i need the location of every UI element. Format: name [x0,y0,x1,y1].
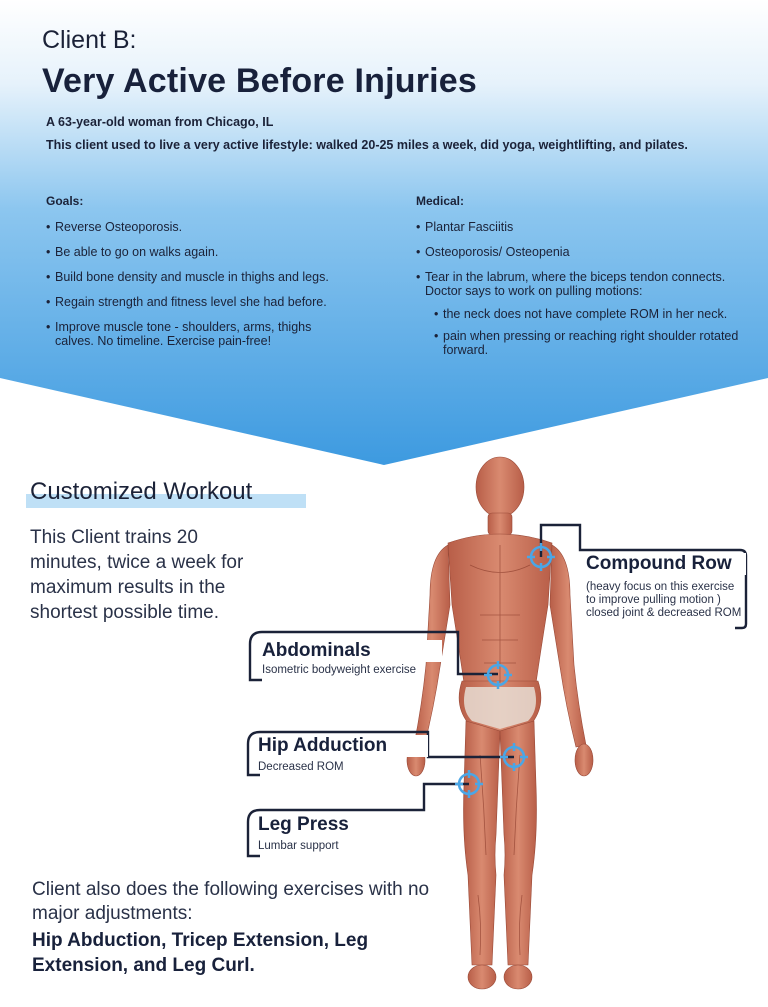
workout-title: Customized Workout [30,478,253,505]
list-item: • the neck does not have complete ROM in her neck. [434,307,761,321]
list-item: • Reverse Osteoporosis. [46,220,376,234]
medical-heading: Medical: [416,194,465,208]
crosshair-target-icon [527,543,555,571]
client-label: Client B: [42,26,137,54]
leg-press-note: Lumbar support [258,840,339,852]
compound-row-callout [586,553,746,620]
list-item: • Regain strength and fitness level she had before. [46,295,376,309]
leg-press-title: Leg Press [258,814,418,836]
hip-adduction-note: Decreased ROM [258,761,344,773]
crosshair-target-icon [484,661,512,689]
leg-press-callout [258,814,418,853]
abdominals-note: Isometric bodyweight exercise [262,664,417,676]
training-text: This Client trains 20 minutes, twice a week for maximum results in the shortest possible time. [30,527,244,623]
hip-adduction-callout [258,735,428,774]
goals-heading: Goals: [46,194,84,208]
crosshair-target-icon [455,770,483,798]
footer-exercise-list: Hip Abduction, Tricep Extension, Leg Extension, and Leg Curl. [32,930,369,976]
client-subtitle: A 63-year-old woman from Chicago, IL [46,115,274,129]
abdominals-callout [262,640,442,677]
crosshair-target-icon [500,743,528,771]
list-item: • Tear in the labrum, where the biceps tendon connects. Doctor says to work on pulling motions: [416,270,750,298]
footer-intro: Client also does the following exercises with no major adjustments: [32,879,430,924]
compound-row-note: (heavy focus on this exercise to improve pulling motion ) closed joint & decreased ROM [586,581,742,619]
abdominals-title: Abdominals [262,640,442,662]
list-item: • Plantar Fasciitis [416,220,761,234]
list-item: • Be able to go on walks again. [46,245,376,259]
hip-adduction-title: Hip Adduction [258,735,428,757]
page-title: Very Active Before Injuries [42,62,477,100]
list-item: • Osteoporosis/ Osteopenia [416,245,761,259]
client-description: This client used to live a very active lifestyle: walked 20-25 miles a week, did yoga, weightlifting, and pilates. [46,138,688,152]
list-item: • Improve muscle tone - shoulders, arms, thighs calves. No timeline. Exercise pain-free! [46,320,335,348]
compound-row-title: Compound Row [586,553,746,575]
list-item: • Build bone density and muscle in thighs and legs. [46,270,376,284]
list-item: • pain when pressing or reaching right shoulder rotated forward. [434,329,743,357]
